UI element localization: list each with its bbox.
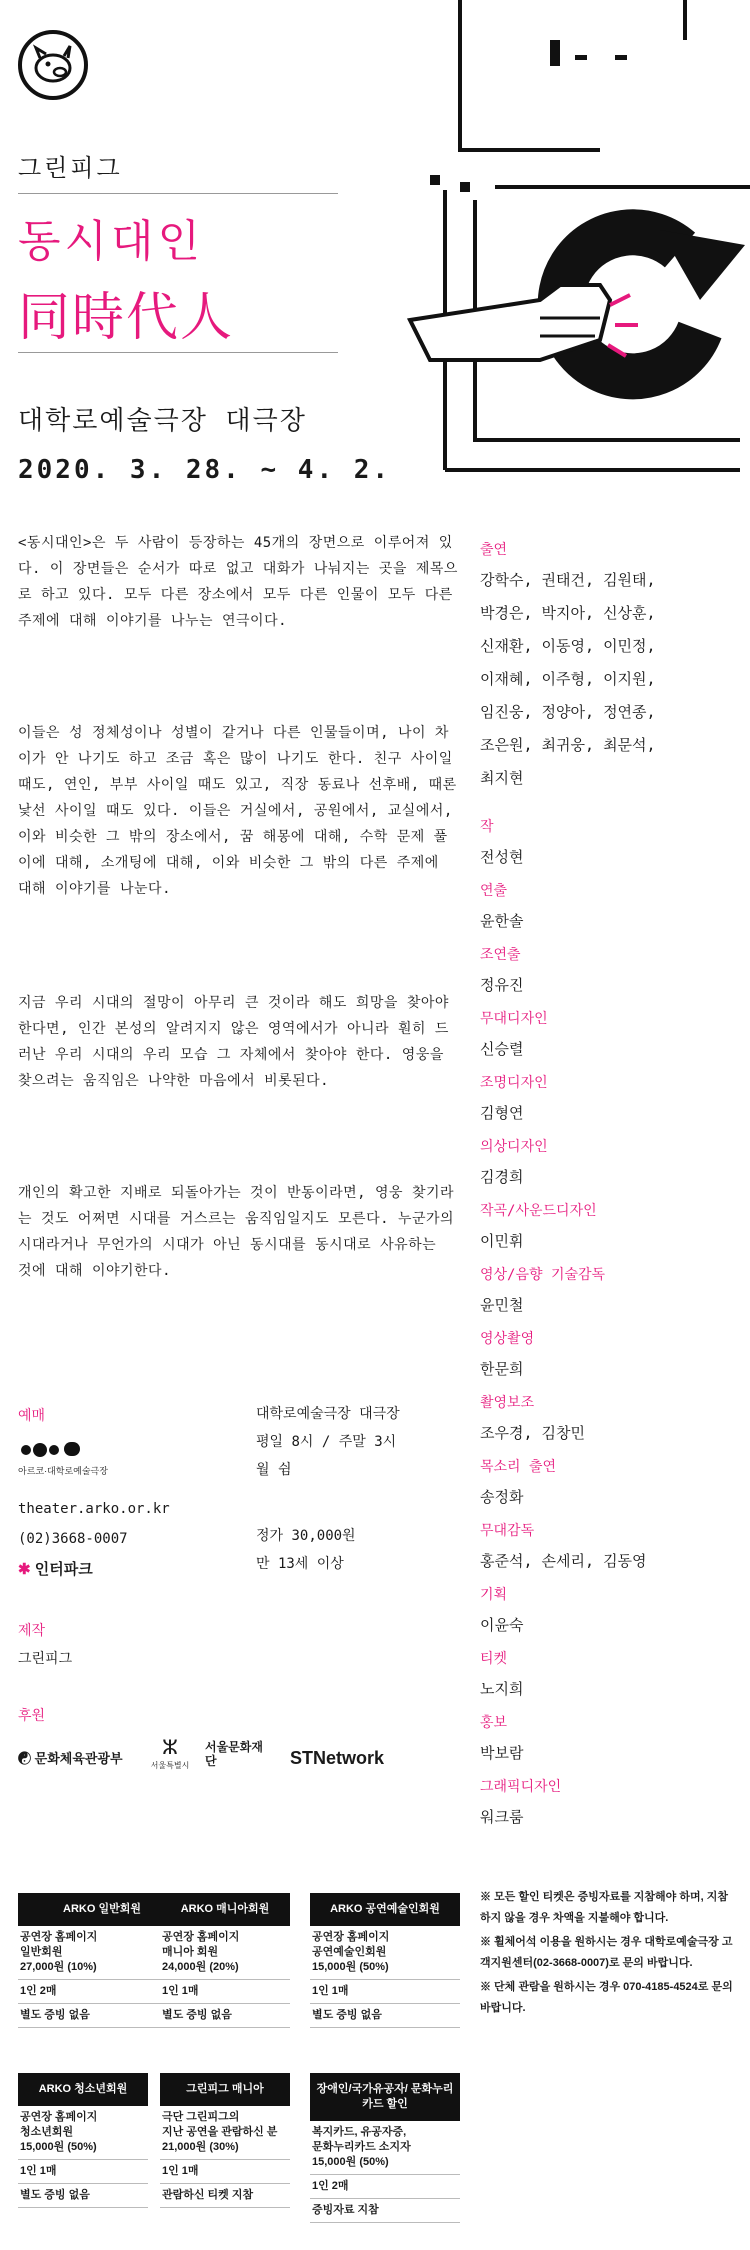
credit-value: 김경희 (480, 1168, 524, 1186)
credit-label: 목소리 출연 (480, 1459, 557, 1475)
performance-dates: 2020. 3. 28. ~ 4. 2. (18, 455, 392, 485)
credit-value: 정유진 (480, 976, 524, 994)
ticket-line: 15,000원 (50%) (310, 1960, 460, 1980)
pig-logo (18, 30, 88, 100)
ticket-line: 공연장 홈페이지 (312, 1931, 390, 1943)
company-name: 그린피그 (18, 154, 123, 182)
credit-label: 의상디자인 (480, 1139, 548, 1155)
ticket-line: 15,000원 (50%) (310, 2155, 460, 2175)
credit-label: 영상촬영 (480, 1331, 535, 1347)
credit-label: 작곡/사운드디자인 (480, 1203, 597, 1219)
sponsor-sfac: 서울문화재단 (205, 1740, 263, 1768)
ticket-line: 21,000원 (30%) (160, 2140, 290, 2160)
ticket-line: 공연예술인회원 (312, 1946, 387, 1958)
sponsor-stn: STNetwork (290, 1748, 385, 1768)
credits-column (480, 540, 730, 1831)
synopsis-paragraph: 이들은 성 정체성이나 성별이 같거나 다른 인물들이며, 나이 차이가 안 나기도 하고 조금 혹은 많이 나기도 한다. 친구 사이일 때도, 연인, 부부 사이일 때도 있고, 직장 동료나 선후배, 때론 낯선 사이일 때도 있다. 이들은 거실에서, 공원에서, 교실에서, 이와 비슷한 그 밖의 장소에서, 꿈 해몽에 대해, 수학 문제 풀이에 대해, 소개팅에 대해, 이와 비슷한 그 밖의 다른 주제에 대해 이야기를 나눈다. (18, 725, 457, 897)
credit-value: 윤한솔 (480, 912, 524, 930)
ticket-notes (480, 1887, 735, 2019)
ticket-box (310, 1893, 460, 2028)
credit-label: 무대디자인 (480, 1011, 548, 1027)
credit-value: 이윤숙 (480, 1616, 524, 1634)
ticket-line: 매니아 회원 (162, 1946, 219, 1958)
ticket-line: 공연장 홈페이지 (20, 2111, 98, 2123)
credit-label: 티켓 (480, 1651, 508, 1667)
ticket-line: 1인 1매 (160, 1980, 290, 2004)
ticket-title: ARKO 청소년회원 (18, 2073, 148, 2106)
ticket-line: 1인 1매 (18, 2160, 148, 2184)
credit-value: 워크룸 (480, 1808, 524, 1826)
ticket-line: 공연장 홈페이지 (20, 1931, 98, 1943)
credit-label: 출연 (480, 542, 508, 558)
title-hanja: 同時代人 (18, 288, 235, 348)
venue-heading: 대학로예술극장 대극장 (18, 406, 307, 436)
ticket-line: 15,000원 (50%) (18, 2140, 148, 2160)
credit-label: 작 (480, 819, 494, 835)
synopsis-paragraph: <동시대인>은 두 사람이 등장하는 45개의 장면으로 이루어져 있다. 이 장면들은 순서가 따로 없고 대화가 나눠지는 곳을 제목으로 하고 있다. 모두 다른 장소에서 모두 다른 인물이 모두 다른 주제에 대해 이야기를 나누는 연극이다. (18, 535, 458, 629)
ticket-line: 지난 공연을 관람하신 분 (162, 2126, 278, 2138)
credit-label: 기획 (480, 1587, 508, 1603)
credit-value: 한문희 (480, 1360, 524, 1378)
ticket-line: 문화누리카드 소지자 (312, 2141, 411, 2153)
credit-label: 연출 (480, 883, 508, 899)
ticket-box (310, 2073, 460, 2223)
ticket-line: 1인 1매 (160, 2160, 290, 2184)
credit-label: 홍보 (480, 1715, 508, 1731)
ticket-line: 일반회원 (20, 1946, 63, 1958)
cast-line: 최지현 (480, 769, 524, 787)
interpark-label: 인터파크 (34, 1561, 93, 1578)
producer: 그린피그 (18, 1651, 73, 1667)
ticket-line: 복지카드, 유공자증, (312, 2126, 407, 2138)
ticket-line: 청소년회원 (20, 2126, 74, 2138)
interpark-icon: ✱ (18, 1561, 31, 1578)
note: ※ 단체 관람을 원하시는 경우 070-4185-4524로 문의 바랍니다. (480, 1981, 733, 2014)
ticket-line: 1인 1매 (310, 1980, 460, 2004)
producer-label: 제작 (18, 1623, 46, 1639)
ticket-line: 1인 2매 (310, 2175, 460, 2199)
synopsis-paragraph: 지금 우리 시대의 절망이 아무리 큰 것이라 해도 희망을 찾아야 한다면, 인간 본성의 알려지지 않은 영역에서가 아니라 훤히 드러난 우리 시대의 우리 모습 그 자체에서 찾아야 한다. 영웅을 찾으려는 움직임은 나약한 마음에서 비롯된다. (18, 995, 449, 1089)
ticket-title: ARKO 매니아회원 (160, 1893, 290, 1926)
booking-label: 예매 (18, 1408, 46, 1424)
synopsis-paragraph: 개인의 확고한 지배로 되돌아가는 것이 반동이라면, 영웅 찾기라는 것도 어쩌면 시대를 거스르는 움직임일지도 모른다. 누군가의 시대라거나 무언가의 시대가 아닌 동시대를 동시대로 사유하는 것에 대해 이야기한다. (18, 1185, 455, 1279)
credit-value: 신승렬 (480, 1040, 524, 1058)
credit-value: 이민휘 (480, 1232, 524, 1250)
ticket-price: 정가 30,000원 (256, 1528, 356, 1544)
pig-icon (22, 34, 84, 96)
credit-label: 그래픽디자인 (480, 1779, 562, 1795)
ticket-box (160, 1893, 290, 2028)
website-link[interactable]: theater.arko.or.kr (18, 1501, 170, 1517)
seoul-icon: ⵣ (162, 1737, 178, 1759)
ticket-title: ARKO 공연예술인회원 (310, 1893, 460, 1926)
arko-logo-icon (18, 1438, 108, 1460)
credit-label: 조연출 (480, 947, 521, 963)
ticket-line: 극단 그린피그의 (162, 2111, 240, 2123)
cast-line: 조은원, 최귀웅, 최문석, (480, 736, 656, 754)
cast-line: 강학수, 권태건, 김원태, (480, 571, 656, 589)
sponsor-name: 서울특별시 (150, 1761, 190, 1770)
divider (18, 193, 338, 194)
credit-value: 김형연 (480, 1104, 524, 1122)
sponsor-mcst (18, 1748, 123, 1767)
sponsor-label: 후원 (18, 1708, 46, 1724)
ticket-line: 증빙자료 지참 (310, 2199, 460, 2223)
credit-value: 노지희 (480, 1680, 524, 1698)
interpark-logo (18, 1558, 93, 1579)
credit-value: 홍준석, 손세리, 김동영 (480, 1552, 647, 1570)
ticket-title: 장애인/국가유공자/ 문화누리카드 할인 (310, 2073, 460, 2121)
arko-logo (18, 1438, 108, 1464)
show-times: 평일 8시 / 주말 3시 (256, 1434, 397, 1450)
sponsor-name: 문화체육관광부 (34, 1751, 123, 1766)
closed-day: 월 쉼 (256, 1462, 292, 1478)
ticket-box (18, 2073, 148, 2208)
cast-line: 이재혜, 이주형, 이지원, (480, 670, 656, 688)
sponsor-seoul (150, 1735, 190, 1771)
ticket-line: 24,000원 (20%) (160, 1960, 290, 1980)
ticket-line: 별도 증빙 없음 (160, 2004, 290, 2028)
credit-value: 조우경, 김창민 (480, 1424, 586, 1442)
credit-value: 윤민철 (480, 1296, 524, 1314)
note: ※ 모든 할인 티켓은 증빙자료를 지참해야 하며, 지참하지 않을 경우 차액을 지불해야 합니다. (480, 1891, 728, 1924)
credit-value: 박보람 (480, 1744, 524, 1762)
age-limit: 만 13세 이상 (256, 1556, 344, 1572)
phone-number: (02)3668-0007 (18, 1531, 128, 1547)
note: ※ 휠체어석 이용을 원하시는 경우 대학로예술극장 고객지원센터(02-3668-0007)로 문의 바랍니다. (480, 1936, 733, 1969)
credit-value: 송정화 (480, 1488, 524, 1506)
divider (18, 352, 338, 353)
title-korean: 동시대인 (18, 216, 205, 267)
ticket-line: 1인 2매 (18, 1980, 186, 2004)
ticket-line: 별도 증빙 없음 (18, 2184, 148, 2208)
credit-label: 무대감독 (480, 1523, 535, 1539)
ticket-line: 공연장 홈페이지 (162, 1931, 240, 1943)
ticket-box (160, 2073, 290, 2208)
cast-line: 신재환, 이동영, 이민정, (480, 637, 656, 655)
cast-line: 박경은, 박지아, 신상훈, (480, 604, 656, 622)
cast-line: 임진웅, 정양아, 정연종, (480, 703, 656, 721)
credit-label: 촬영보조 (480, 1395, 535, 1411)
ticket-line: 관람하신 티켓 지참 (160, 2184, 290, 2208)
credit-value: 전성현 (480, 848, 524, 866)
arko-logo-text: 아르코·대학로예술극장 (18, 1466, 108, 1476)
ticket-line: 별도 증빙 없음 (310, 2004, 460, 2028)
illustration (370, 0, 750, 480)
ticket-line: 별도 증빙 없음 (18, 2004, 186, 2028)
credit-label: 영상/음향 기술감독 (480, 1267, 606, 1283)
credit-label: 조명디자인 (480, 1075, 548, 1091)
mcst-icon: ☯ (18, 1751, 32, 1766)
ticket-line: 27,000원 (10%) (18, 1960, 186, 1980)
venue-info: 대학로예술극장 대극장 (256, 1406, 400, 1422)
ticket-title: 그린피그 매니아 (160, 2073, 290, 2106)
ticket-title: ARKO 일반회원 (18, 1893, 186, 1926)
